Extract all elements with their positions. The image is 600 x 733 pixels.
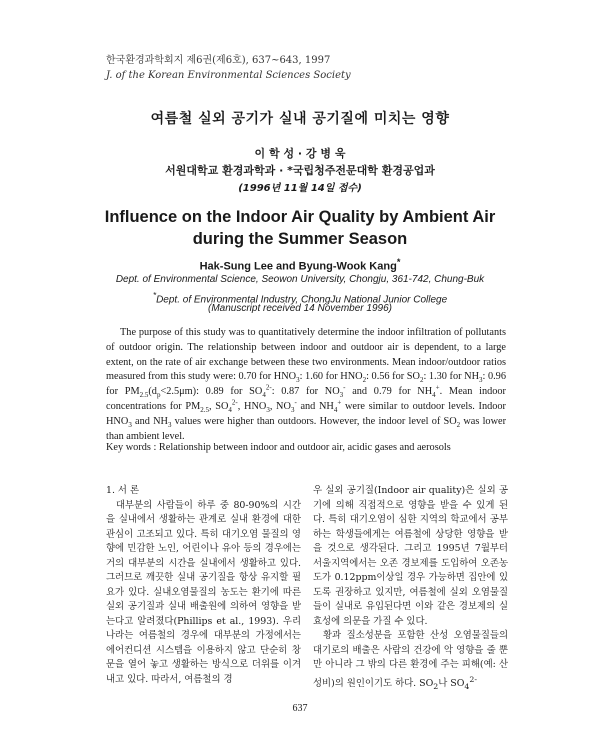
english-title-line1: Influence on the Indoor Air Quality by Ambient Air — [104, 208, 496, 226]
korean-affiliation: 서원대학교 환경과학과 · *국립청주전문대학 환경공업과 — [165, 164, 435, 177]
korean-title: 여름철 실외 공기가 실내 공기질에 미치는 영향 — [150, 111, 450, 127]
korean-authors: 이 학 성 · 강 병 욱 — [254, 147, 346, 160]
journal-citation-korean: 한국환경과학회지 제6권(제6호), 637~643, 1997 — [106, 55, 331, 66]
body-paragraph: 대부분의 사람들이 하루 중 80-90%의 시간을 실내에서 생활하는 관계로 실내 환경에 대한 관심이 고조되고 있다. 특히 대기오염 물질의 영향에 민감한 노인, 어린이나 유아 등의 경우에는 거의 대부분의 시간을 실내에서 생활하고 있다. 그러므로 깨끗한 실내 공기질을 항상 유지할 필요가 있다. 실내오염물질의 농도는 환기에 따른 실외 공기질과 실내 배출원에 의하여 영향을 받는다고 알려졌다(Phillips et al., 1993). 우리나라는 여름철의 경우에 대부분의 가정에서는 에어컨디션 시스템을 이용하지 않고 단순히 창문을 열어 놓고 생활하는 방식으로 더위를 이겨내고 있다. 따라서, 여름철의 경 — [106, 499, 301, 685]
body-paragraph-2: 황과 질소성분을 포함한 산성 오염물질들의 대기로의 배출은 사람의 건강에 악 영향을 줄 뿐만 아니라 그 밖의 다른 환경에 주는 피해(예: 산성비)의 원인이기도 하다. $SO_2$나 $SO_4^{2-}$ — [313, 630, 508, 691]
section-heading: 1. 서 론 — [106, 485, 140, 496]
english-title — [0, 206, 600, 250]
english-received-date: (Manuscript received 14 November 1996) — [208, 303, 392, 314]
english-affiliation-2: *Dept. of Environmental Industry, ChongJu National Junior College — [152, 290, 448, 306]
abstract: The purpose of this study was to quantitatively determine the indoor infiltration of pollutants of outdoor origin. The relationship between indoor and outdoor air is dependent, to a large extent, on the rate of air exchange between these two environments. Mean indoor/outdoor ratios measured from this study were: 0.70 for $HNO_3$: 1.60 for $HNO_2$: 0.56 for $SO_2$: 1.30 for $NH_3$: 0.96 for $PM_{2.5}(d_p<2.5\mu m)$: 0.89 for $SO_4^{2-}$: 0.87 for $NO_3^-$ and 0.79 for $NH_4^+$. Mean indoor concentrations for $PM_{2.5}$, $SO_4^{2-}$, $HNO_3$, $NO_3^-$ and $NH_4^+$ were similar to outdoor levels. Indoor $HNO_3$ and $NH_3$ values were higher than outdoors. However, the indoor level of $SO_2$ was lower than ambient level. — [106, 327, 507, 442]
corresponding-mark: * — [396, 257, 401, 267]
body-paragraph: 우 실외 공기질(Indoor air quality)은 실외 공기에 의해 직접적으로 영향을 받을 수 있게 된다. 특히 대기오염이 심한 지역의 학교에서 공부하는 학생들에게는 여름철에 상당한 영향을 받을 것으로 생각된다. 그리고 1995년 7월부터 서울지역에서는 오존 경보제를 도입하여 오존농도가 0.12ppm이상일 경우 가능하면 집안에 있도록 권장하고 있지만, 여름철에 실외 오염물질들이 실내로 유입된다면 이와 같은 경보제의 실효성에 의문을 가질 수 있다. — [313, 485, 508, 627]
english-authors — [0, 257, 600, 273]
korean-received-date: (1996년 11월 14일 접수) — [238, 183, 362, 194]
english-title-line2: during the Summer Season — [192, 230, 408, 248]
english-affiliation-1: Dept. of Environmental Science, Seowon University, Chongju, 361-742, Chung-Buk — [115, 274, 485, 285]
keywords: Key words : Relationship between indoor and outdoor air, acidic gases and aerosols — [106, 442, 451, 453]
journal-citation-english: J. of the Korean Environmental Sciences Society — [106, 70, 351, 81]
body-column-left — [106, 484, 301, 687]
affiliation-mark: * — [152, 290, 157, 300]
english-authors-names: Hak-Sung Lee and Byung-Wook Kang — [199, 260, 397, 273]
journal-header — [106, 53, 351, 83]
page-number: 637 — [292, 703, 308, 714]
body-column-right — [313, 484, 508, 694]
